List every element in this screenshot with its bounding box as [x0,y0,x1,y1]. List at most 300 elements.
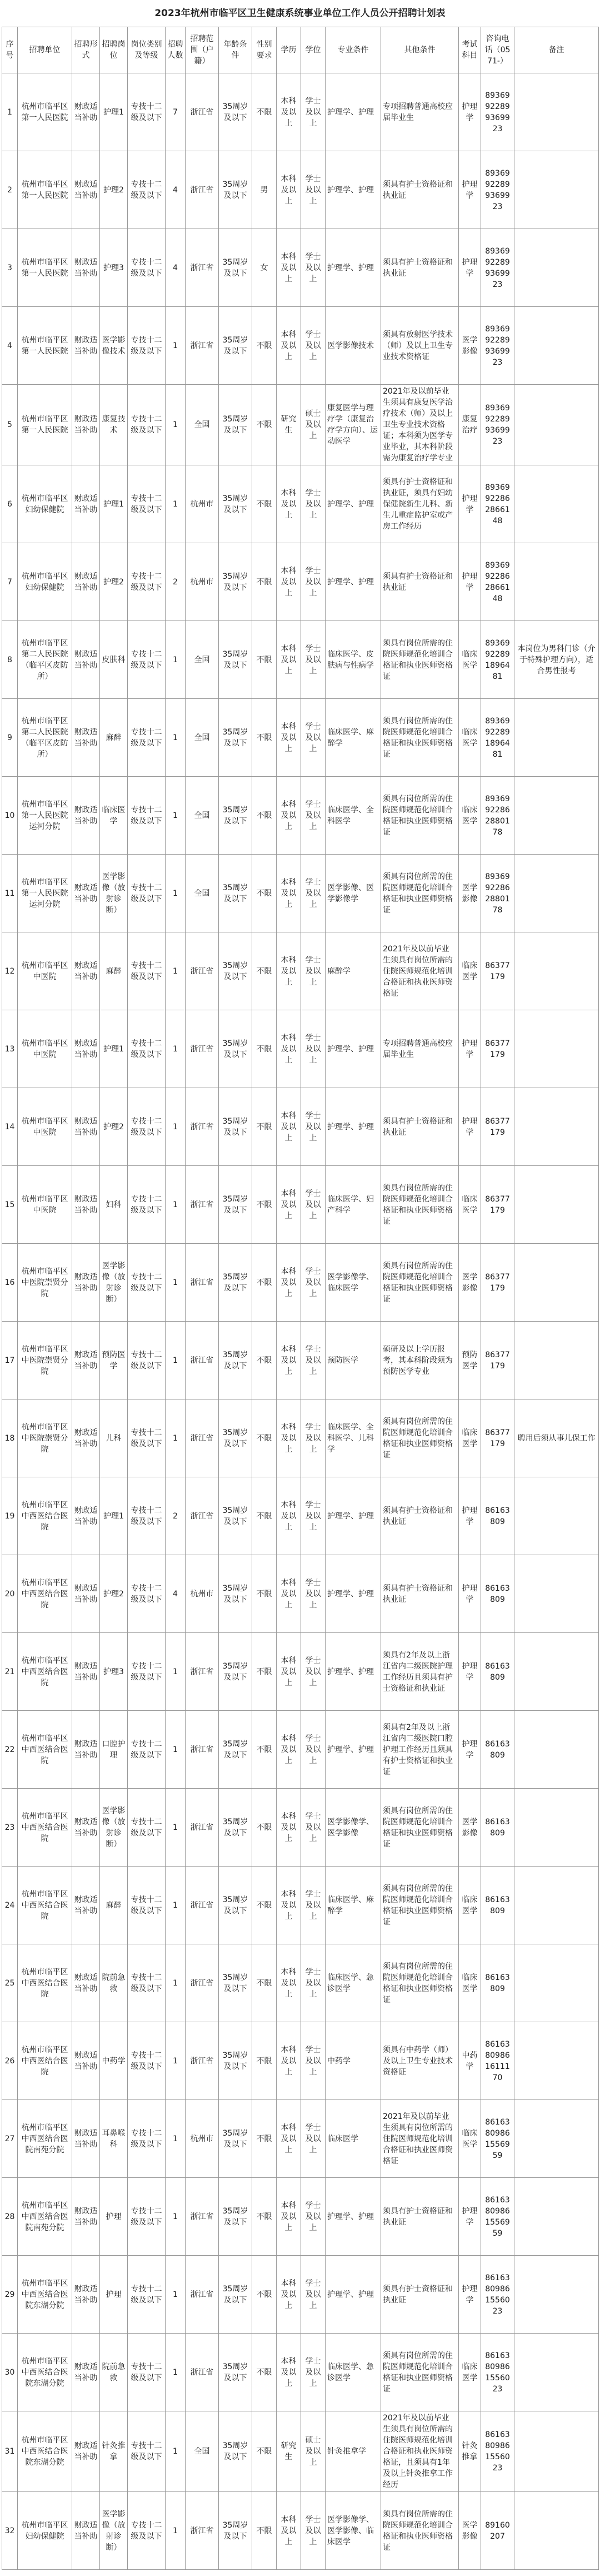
cell-index: 9 [2,699,18,777]
cell-note [514,1477,599,1555]
cell-major: 护理学、护理 [326,2256,381,2334]
cell-level: 专技十二级及以下 [128,2178,166,2256]
cell-index: 23 [2,1789,18,1867]
cell-count: 1 [166,1789,186,1867]
cell-unit: 杭州市临平区中西医结合医院 [18,2022,72,2100]
header-cell: 考试科目 [459,27,481,73]
cell-level: 专技十二级及以下 [128,307,166,385]
cell-major: 护理学、护理 [326,1010,381,1088]
cell-unit: 杭州市临平区妇幼保健院 [18,543,72,621]
cell-education: 本科及以上 [277,543,301,621]
cell-major: 护理学、护理 [326,1633,381,1711]
cell-scope: 浙江省 [186,1789,219,1867]
cell-other: 须具有岗位所需的住院医师规范化培训合格证和执业医师资格证 [381,1789,459,1867]
cell-other: 须具有2年及以上浙江省内二级医院护理工作经历且须具有护士资格证和执业证 [381,1633,459,1711]
cell-count: 1 [166,621,186,699]
cell-level: 专技十二级及以下 [128,1944,166,2022]
cell-index: 3 [2,229,18,307]
cell-count: 1 [166,2492,186,2570]
cell-age: 35周岁及以下 [219,1088,252,1166]
cell-phone: 86377179 [481,1322,514,1399]
cell-count: 1 [166,2334,186,2411]
cell-education: 本科及以上 [277,2100,301,2178]
cell-age: 35周岁及以下 [219,855,252,932]
cell-gender: 不限 [252,307,277,385]
header-cell: 招聘形式 [72,27,100,73]
cell-note [514,2492,599,2570]
cell-post: 院前急救 [100,2334,128,2411]
cell-age: 35周岁及以下 [219,1477,252,1555]
cell-post: 临床医学 [100,777,128,855]
cell-index: 13 [2,1010,18,1088]
cell-other: 须具有2年及以上浙江省内二级医院口腔护理工作经历且须具有护士资格证和执业证 [381,1711,459,1789]
cell-count: 1 [166,1399,186,1477]
cell-education: 本科及以上 [277,1867,301,1944]
header-cell: 其他条件 [381,27,459,73]
cell-major: 临床医学、麻醉学 [326,1867,381,1944]
cell-age: 35周岁及以下 [219,543,252,621]
cell-unit: 杭州市临平区中医院 [18,1010,72,1088]
cell-education: 本科及以上 [277,73,301,151]
cell-other: 专项招聘普通高校应届毕业生 [381,73,459,151]
cell-age: 35周岁及以下 [219,1399,252,1477]
cell-degree: 学士及以上 [301,229,326,307]
table-row [2,307,599,385]
cell-phone: 86377179 [481,1244,514,1322]
cell-degree: 学士及以上 [301,855,326,932]
cell-note [514,1010,599,1088]
cell-unit: 杭州市临平区第一人民医院 [18,385,72,465]
cell-age: 35周岁及以下 [219,1633,252,1711]
cell-exam: 临床医学 [459,2334,481,2411]
cell-education: 本科及以上 [277,1244,301,1322]
cell-note [514,151,599,229]
cell-exam: 护理学 [459,465,481,543]
cell-degree: 学士及以上 [301,1711,326,1789]
cell-scope: 浙江省 [186,2334,219,2411]
cell-count: 1 [166,1633,186,1711]
cell-level: 专技十二级及以下 [128,385,166,465]
cell-gender: 不限 [252,1711,277,1789]
cell-unit: 杭州市临平区第一人民医院 [18,307,72,385]
cell-index: 22 [2,1711,18,1789]
cell-education: 本科及以上 [277,1477,301,1555]
table-row [2,1477,599,1555]
cell-scope: 浙江省 [186,229,219,307]
table-header-row [2,27,599,73]
cell-scope: 浙江省 [186,1166,219,1244]
cell-note [514,699,599,777]
cell-degree: 学士及以上 [301,465,326,543]
cell-gender: 不限 [252,2022,277,2100]
cell-count: 1 [166,1711,186,1789]
cell-unit: 杭州市临平区中医院 [18,1166,72,1244]
table-row [2,1633,599,1711]
cell-gender: 不限 [252,1166,277,1244]
cell-index: 14 [2,1088,18,1166]
cell-index: 5 [2,385,18,465]
cell-education: 本科及以上 [277,2256,301,2334]
cell-post: 皮肤科 [100,621,128,699]
cell-gender: 不限 [252,1555,277,1633]
cell-major: 医学影像学、医学影像 [326,1789,381,1867]
cell-scope: 杭州市 [186,543,219,621]
table-row [2,855,599,932]
table-row [2,465,599,543]
cell-education: 本科及以上 [277,855,301,932]
cell-gender: 不限 [252,2178,277,2256]
page-title: 2023年杭州市临平区卫生健康系统事业单位工作人员公开招聘计划表 [154,8,446,19]
cell-scope: 浙江省 [186,1944,219,2022]
cell-unit: 杭州市临平区第二人民医院（临平区皮防所） [18,699,72,777]
cell-degree: 学士及以上 [301,1944,326,2022]
cell-note [514,2178,599,2256]
cell-age: 35周岁及以下 [219,2334,252,2411]
header-cell: 招聘单位 [18,27,72,73]
cell-form: 财政适当补助 [72,151,100,229]
cell-level: 专技十二级及以下 [128,1166,166,1244]
cell-note [514,1789,599,1867]
cell-other: 须具有岗位所需的住院医师规范化培训合格证和执业医师资格证 [381,1399,459,1477]
cell-phone: 86163809 [481,1944,514,2022]
cell-major: 临床医学、皮肤病与性病学 [326,621,381,699]
cell-level: 专技十二级及以下 [128,2100,166,2178]
cell-degree: 硕士及以上 [301,2411,326,2492]
cell-form: 财政适当补助 [72,1010,100,1088]
table-body [2,73,599,2570]
cell-note [514,2334,599,2411]
cell-unit: 杭州市临平区中西医结合医院 [18,1477,72,1555]
cell-education: 本科及以上 [277,1166,301,1244]
cell-level: 专技十二级及以下 [128,229,166,307]
cell-phone: 86377179 [481,932,514,1010]
cell-count: 1 [166,777,186,855]
cell-index: 29 [2,2256,18,2334]
cell-level: 专技十二级及以下 [128,1477,166,1555]
cell-exam: 中药学 [459,2022,481,2100]
cell-post: 医学影像技术 [100,307,128,385]
cell-count: 4 [166,151,186,229]
table-row [2,1399,599,1477]
cell-scope: 全国 [186,621,219,699]
cell-count: 1 [166,1010,186,1088]
cell-age: 35周岁及以下 [219,465,252,543]
cell-count: 4 [166,229,186,307]
cell-unit: 杭州市临平区第二人民医院（临平区皮防所） [18,621,72,699]
cell-phone: 86163809 [481,1633,514,1711]
cell-major: 临床医学、全科医学 [326,777,381,855]
cell-major: 医学影像学、医学影像、临床医学 [326,2492,381,2570]
cell-exam: 医学影像 [459,307,481,385]
cell-post: 麻醉 [100,932,128,1010]
cell-scope: 全国 [186,385,219,465]
cell-other: 2021年及以前毕业生须具有岗位所需的住院医师规范化培训合格证和执业医师资格证，且须具有1年及以上针灸推拿工作经历 [381,2411,459,2492]
table-row [2,1944,599,2022]
cell-age: 35周岁及以下 [219,1322,252,1399]
cell-unit: 杭州市临平区中西医结合医院 [18,1789,72,1867]
cell-exam: 护理学 [459,73,481,151]
cell-form: 财政适当补助 [72,307,100,385]
cell-form: 财政适当补助 [72,2411,100,2492]
cell-form: 财政适当补助 [72,1633,100,1711]
cell-note [514,385,599,465]
cell-degree: 学士及以上 [301,1789,326,1867]
table-row [2,385,599,465]
cell-index: 20 [2,1555,18,1633]
cell-gender: 不限 [252,385,277,465]
table-row [2,932,599,1010]
cell-scope: 杭州市 [186,1555,219,1633]
cell-level: 专技十二级及以下 [128,1399,166,1477]
cell-other: 须具有岗位所需的住院医师规范化培训合格证和执业医师资格证 [381,1867,459,1944]
cell-level: 专技十二级及以下 [128,543,166,621]
cell-degree: 学士及以上 [301,1322,326,1399]
cell-phone: 86163809861556023 [481,2334,514,2411]
cell-form: 财政适当补助 [72,543,100,621]
table-row [2,1789,599,1867]
cell-post: 口腔护理 [100,1711,128,1789]
cell-index: 21 [2,1633,18,1711]
cell-gender: 不限 [252,543,277,621]
cell-scope: 浙江省 [186,2492,219,2570]
cell-unit: 杭州市临平区中西医结合医院 [18,1944,72,2022]
cell-post: 预防医学 [100,1322,128,1399]
cell-gender: 不限 [252,2334,277,2411]
cell-gender: 不限 [252,932,277,1010]
cell-unit: 杭州市临平区中西医结合医院东湖分院 [18,2411,72,2492]
cell-form: 财政适当补助 [72,699,100,777]
cell-scope: 浙江省 [186,1633,219,1711]
cell-exam: 临床医学 [459,932,481,1010]
cell-note [514,73,599,151]
cell-other: 须具有中药学（师）及以上卫生专业技术资格证 [381,2022,459,2100]
cell-exam: 护理学 [459,1010,481,1088]
table-row [2,2334,599,2411]
table-row [2,1010,599,1088]
cell-exam: 医学影像 [459,1789,481,1867]
cell-count: 1 [166,2256,186,2334]
cell-phone: 86163809 [481,1477,514,1555]
cell-index: 11 [2,855,18,932]
cell-unit: 杭州市临平区中西医结合医院 [18,1711,72,1789]
cell-post: 护理2 [100,151,128,229]
cell-other: 须具有护士资格证和执业证 [381,229,459,307]
cell-count: 1 [166,465,186,543]
cell-index: 27 [2,2100,18,2178]
cell-level: 专技十二级及以下 [128,1322,166,1399]
cell-note [514,932,599,1010]
cell-note [514,1944,599,2022]
cell-age: 35周岁及以下 [219,2100,252,2178]
cell-major: 针灸推拿学 [326,2411,381,2492]
cell-unit: 杭州市临平区中医院崇贤分院 [18,1322,72,1399]
cell-exam: 临床医学 [459,1867,481,1944]
cell-degree: 学士及以上 [301,699,326,777]
cell-other: 2021年及以前毕业生须具有岗位所需的住院医师规范化培训合格证和执业医师资格证 [381,932,459,1010]
cell-level: 专技十二级及以下 [128,1867,166,1944]
cell-note [514,465,599,543]
cell-exam: 针灸推拿 [459,2411,481,2492]
cell-degree: 学士及以上 [301,2334,326,2411]
cell-count: 2 [166,543,186,621]
header-cell: 招聘岗位 [100,27,128,73]
cell-other: 须具有岗位所需的住院医师规范化培训合格证和执业医师资格证 [381,621,459,699]
cell-other: 须具有岗位所需的住院医师规范化培训合格证和执业医师资格证 [381,1166,459,1244]
cell-level: 专技十二级及以下 [128,1010,166,1088]
cell-major: 护理学、护理 [326,1711,381,1789]
cell-phone: 89369922899369923 [481,385,514,465]
cell-major: 临床医学、急诊医学 [326,2334,381,2411]
cell-post: 护理2 [100,1088,128,1166]
cell-index: 10 [2,777,18,855]
cell-education: 本科及以上 [277,2022,301,2100]
cell-exam: 护理学 [459,1633,481,1711]
cell-note: 聘用后须从事儿保工作 [514,1399,599,1477]
cell-count: 1 [166,307,186,385]
cell-form: 财政适当补助 [72,73,100,151]
cell-count: 4 [166,1555,186,1633]
cell-major: 护理学、护理 [326,465,381,543]
cell-phone: 86163809 [481,1555,514,1633]
cell-exam: 临床医学 [459,699,481,777]
table-row [2,2256,599,2334]
cell-unit: 杭州市临平区中西医结合医院 [18,1867,72,1944]
cell-education: 本科及以上 [277,307,301,385]
cell-index: 17 [2,1322,18,1399]
cell-post: 医学影像（放射诊断） [100,1244,128,1322]
cell-age: 35周岁及以下 [219,1555,252,1633]
cell-unit: 杭州市临平区中医院 [18,1088,72,1166]
cell-form: 财政适当补助 [72,2492,100,2570]
cell-exam: 预防医学 [459,1322,481,1399]
cell-degree: 学士及以上 [301,777,326,855]
cell-education: 本科及以上 [277,465,301,543]
cell-major: 麻醉学 [326,932,381,1010]
cell-age: 35周岁及以下 [219,2256,252,2334]
cell-degree: 学士及以上 [301,1867,326,1944]
cell-gender: 不限 [252,2492,277,2570]
cell-scope: 浙江省 [186,1010,219,1088]
cell-post: 护理2 [100,543,128,621]
cell-phone: 89369922862880178 [481,777,514,855]
cell-exam: 护理学 [459,2178,481,2256]
cell-major: 临床医学、妇产科学 [326,1166,381,1244]
cell-degree: 学士及以上 [301,1010,326,1088]
cell-unit: 杭州市临平区中西医结合医院东湖分院 [18,2334,72,2411]
header-cell: 序号 [2,27,18,73]
cell-count: 1 [166,855,186,932]
cell-phone: 89369922899369923 [481,151,514,229]
cell-other: 须具有护士资格证和执业证，须具有妇幼保健院新生儿科、新生儿重症监护室或产房工作经历 [381,465,459,543]
cell-gender: 不限 [252,777,277,855]
cell-index: 4 [2,307,18,385]
cell-education: 研究生 [277,385,301,465]
cell-form: 财政适当补助 [72,2022,100,2100]
cell-gender: 不限 [252,1088,277,1166]
cell-scope: 全国 [186,855,219,932]
cell-gender: 不限 [252,1010,277,1088]
cell-degree: 学士及以上 [301,151,326,229]
cell-form: 财政适当补助 [72,932,100,1010]
cell-phone: 86163809861556023 [481,2256,514,2334]
cell-scope: 浙江省 [186,307,219,385]
cell-form: 财政适当补助 [72,465,100,543]
header-cell: 岗位类别及等级 [128,27,166,73]
cell-index: 26 [2,2022,18,2100]
header-cell: 招聘范围（户籍） [186,27,219,73]
cell-phone: 86163809 [481,1711,514,1789]
cell-exam: 护理学 [459,1477,481,1555]
cell-education: 本科及以上 [277,1633,301,1711]
cell-exam: 康复治疗 [459,385,481,465]
cell-unit: 杭州市临平区中医院崇贤分院 [18,1399,72,1477]
cell-degree: 学士及以上 [301,1633,326,1711]
cell-unit: 杭州市临平区中医院 [18,932,72,1010]
cell-post: 儿科 [100,1399,128,1477]
cell-gender: 男 [252,151,277,229]
cell-exam: 护理学 [459,1711,481,1789]
cell-count: 1 [166,385,186,465]
cell-scope: 浙江省 [186,1244,219,1322]
cell-other: 专项招聘普通高校应届毕业生 [381,1010,459,1088]
cell-index: 2 [2,151,18,229]
cell-form: 财政适当补助 [72,621,100,699]
cell-form: 财政适当补助 [72,777,100,855]
cell-other: 须具有护士资格证和执业证 [381,543,459,621]
cell-level: 专技十二级及以下 [128,855,166,932]
cell-gender: 不限 [252,1633,277,1711]
cell-unit: 杭州市临平区中西医结合医院东湖分院 [18,2256,72,2334]
cell-phone: 89369922891896481 [481,621,514,699]
cell-form: 财政适当补助 [72,1944,100,2022]
cell-other: 须具有岗位所需的住院医师规范化培训合格证和执业医师资格证 [381,777,459,855]
table-row [2,2492,599,2570]
cell-note [514,229,599,307]
cell-scope: 杭州市 [186,465,219,543]
cell-unit: 杭州市临平区第一人民医院运河分院 [18,777,72,855]
cell-gender: 不限 [252,73,277,151]
cell-education: 本科及以上 [277,2178,301,2256]
cell-note [514,543,599,621]
cell-level: 专技十二级及以下 [128,2022,166,2100]
cell-degree: 学士及以上 [301,1244,326,1322]
cell-gender: 不限 [252,1244,277,1322]
table-row [2,1867,599,1944]
cell-age: 35周岁及以下 [219,307,252,385]
cell-level: 专技十二级及以下 [128,73,166,151]
cell-education: 本科及以上 [277,1399,301,1477]
cell-degree: 学士及以上 [301,1166,326,1244]
cell-major: 中药学 [326,2022,381,2100]
cell-exam: 医学影像 [459,855,481,932]
cell-other: 须具有护士资格证和执业证 [381,1555,459,1633]
cell-index: 31 [2,2411,18,2492]
recruitment-table [2,27,599,2570]
cell-gender: 不限 [252,1477,277,1555]
cell-other: 须具有岗位所需的住院医师规范化培训合格证和执业医师资格证 [381,2334,459,2411]
cell-scope: 浙江省 [186,1711,219,1789]
cell-unit: 杭州市临平区中西医结合医院 [18,1555,72,1633]
cell-degree: 硕士及以上 [301,385,326,465]
cell-post: 院前急救 [100,1944,128,2022]
cell-gender: 不限 [252,1789,277,1867]
cell-education: 本科及以上 [277,229,301,307]
cell-level: 专技十二级及以下 [128,2492,166,2570]
cell-age: 35周岁及以下 [219,73,252,151]
cell-post: 针灸推拿 [100,2411,128,2492]
table-row [2,777,599,855]
cell-education: 本科及以上 [277,699,301,777]
